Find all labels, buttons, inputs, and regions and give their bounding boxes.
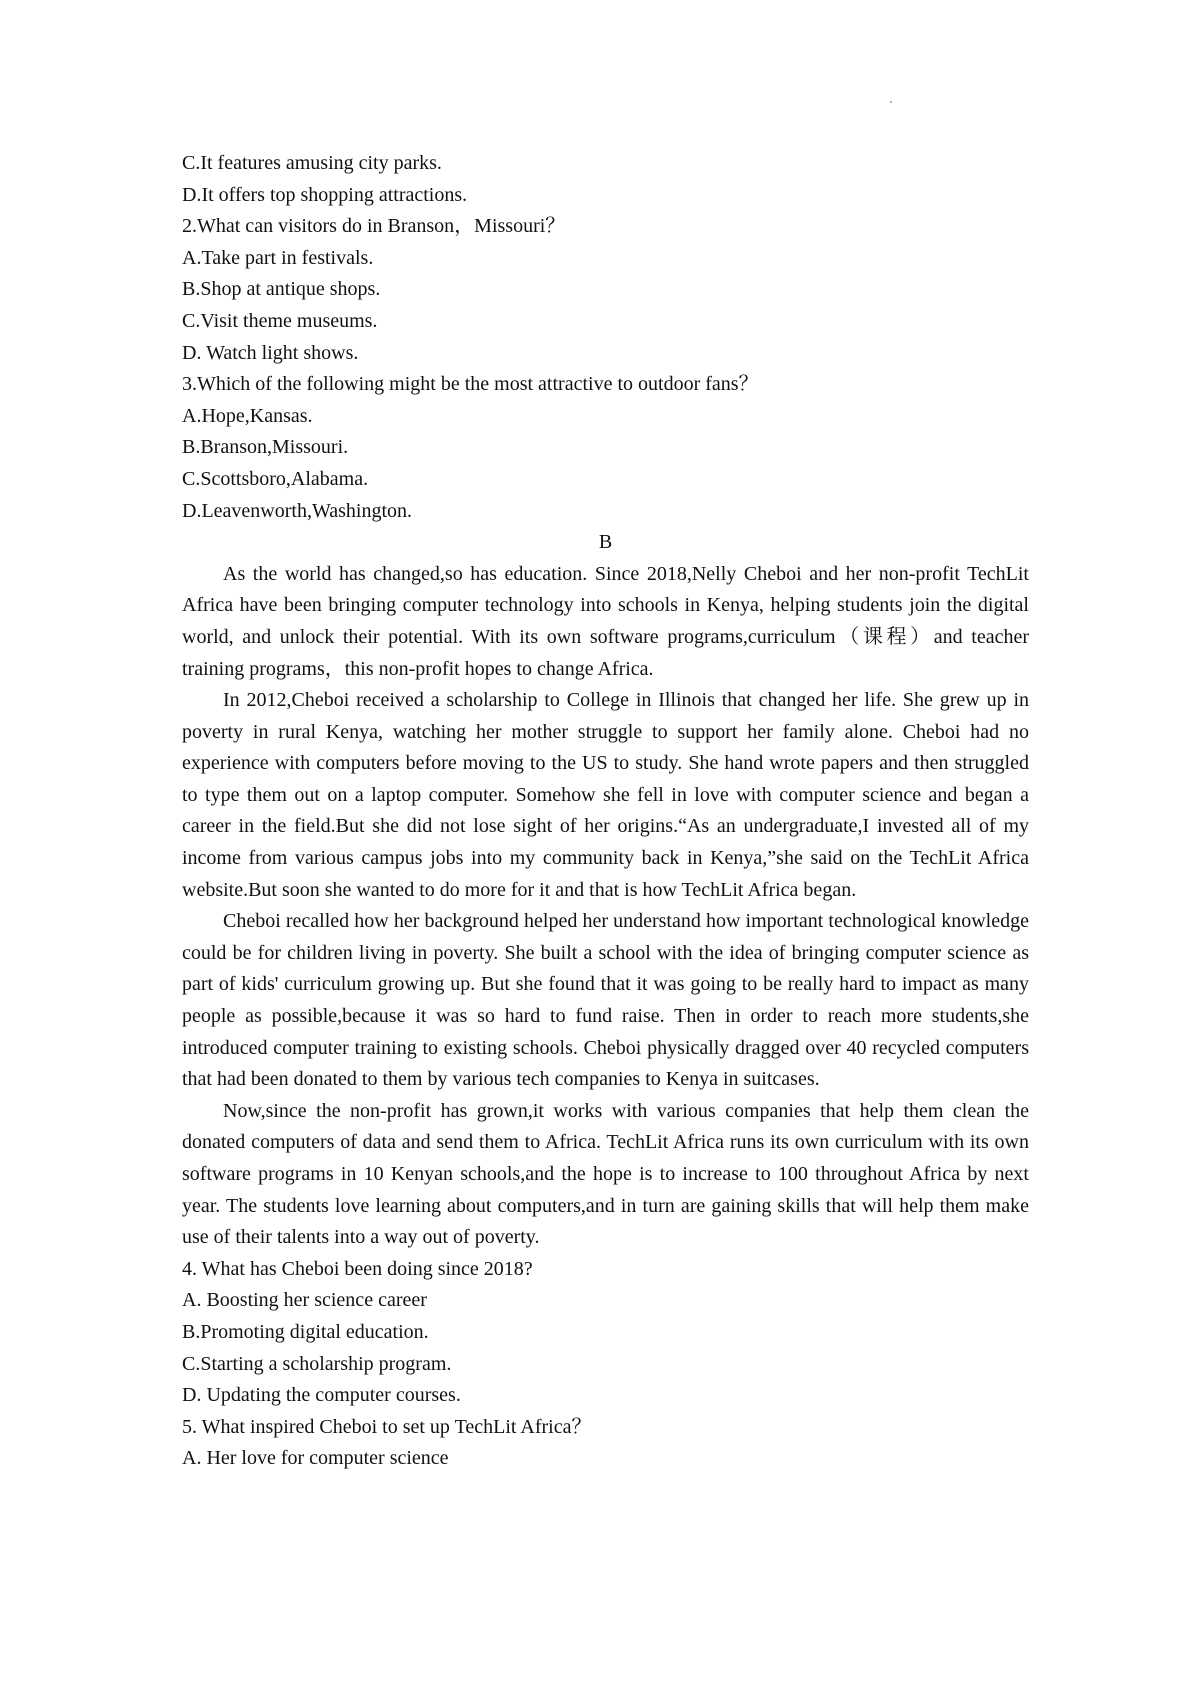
q4-option-c: C.Starting a scholarship program. bbox=[182, 1352, 452, 1375]
q5-option-a: A. Her love for computer science bbox=[182, 1447, 449, 1470]
q3-option-a: A.Hope,Kansas. bbox=[182, 404, 313, 427]
q1-option-d: D.It offers top shopping attractions. bbox=[182, 183, 468, 206]
q2-question: 2.What can visitors do in Branson，Missouri？ bbox=[182, 215, 566, 238]
section-heading-b: B bbox=[598, 531, 613, 554]
passage-paragraph-4: Now,since the non-profit has grown,it works with various companies that help them clean the donated computers of data and send them to Africa. TechLit Africa runs its own curriculum with its own software programs in 10 Kenyan schools,and the hope is to increase to 100 throughout Africa by next year. The students love learning about computers,and in turn are gaining skills that will help them make use of their talents into a way out of poverty. bbox=[182, 1099, 1029, 1249]
passage-paragraph-3: Cheboi recalled how her background helped her understand how important technological knowledge could be for children living in poverty. She built a school with the idea of bringing computer science as part of kids' curriculum growing up. But she found that it was going to be really hard to impact as many people as possible,because it was so hard to fund raise. Then in order to reach more students,she introduced computer training to existing schools. Cheboi physically dragged over 40 recycled computers that had been donated to them by various tech companies to Kenya in suitcases. bbox=[182, 910, 1029, 1091]
q3-option-b: B.Branson,Missouri. bbox=[182, 436, 349, 459]
q5-question: 5. What inspired Cheboi to set up TechLit Africa？ bbox=[182, 1415, 592, 1438]
q3-question: 3.Which of the following might be the most attractive to outdoor fans？ bbox=[182, 373, 759, 396]
q2-option-c: C.Visit theme museums. bbox=[182, 309, 378, 332]
document-page bbox=[182, 148, 1029, 1475]
q4-option-d: D. Updating the computer courses. bbox=[182, 1384, 461, 1407]
q4-option-b: B.Promoting digital education. bbox=[182, 1320, 429, 1343]
passage-paragraph-2: In 2012,Cheboi received a scholarship to College in Illinois that changed her life. She grew up in poverty in rural Kenya, watching her mother struggle to support her family alone. Cheboi had no experience with computers before moving to the US to study. She hand wrote papers and then struggled to type them out on a laptop computer. Somehow she fell in love with computer science and began a career in the field.But she did not lose sight of her origins.“As an undergraduate,I invested all of my income from various campus jobs into my community back in Kenya,”she said on the TechLit Africa website.But soon she wanted to do more for it and that is how TechLit Africa began. bbox=[182, 689, 1029, 901]
q1-option-c: C.It features amusing city parks. bbox=[182, 152, 442, 174]
q2-option-a: A.Take part in festivals. bbox=[182, 246, 374, 269]
passage-paragraph-1: As the world has changed,so has education. Since 2018,Nelly Cheboi and her non-profit TechLit Africa have been bringing computer technology into schools in Kenya, helping students join the digital world, and unlock their potential. With its own software programs,curriculum（课程）and teacher training programs，this non-profit hopes to change Africa. bbox=[182, 562, 1029, 680]
page-mark bbox=[890, 101, 892, 103]
q2-option-d: D. Watch light shows. bbox=[182, 341, 359, 364]
q4-question: 4. What has Cheboi been doing since 2018? bbox=[182, 1257, 533, 1280]
q3-option-c: C.Scottsboro,Alabama. bbox=[182, 467, 369, 490]
q4-option-a: A. Boosting her science career bbox=[182, 1289, 427, 1312]
q3-option-d: D.Leavenworth,Washington. bbox=[182, 499, 412, 522]
q2-option-b: B.Shop at antique shops. bbox=[182, 278, 381, 301]
